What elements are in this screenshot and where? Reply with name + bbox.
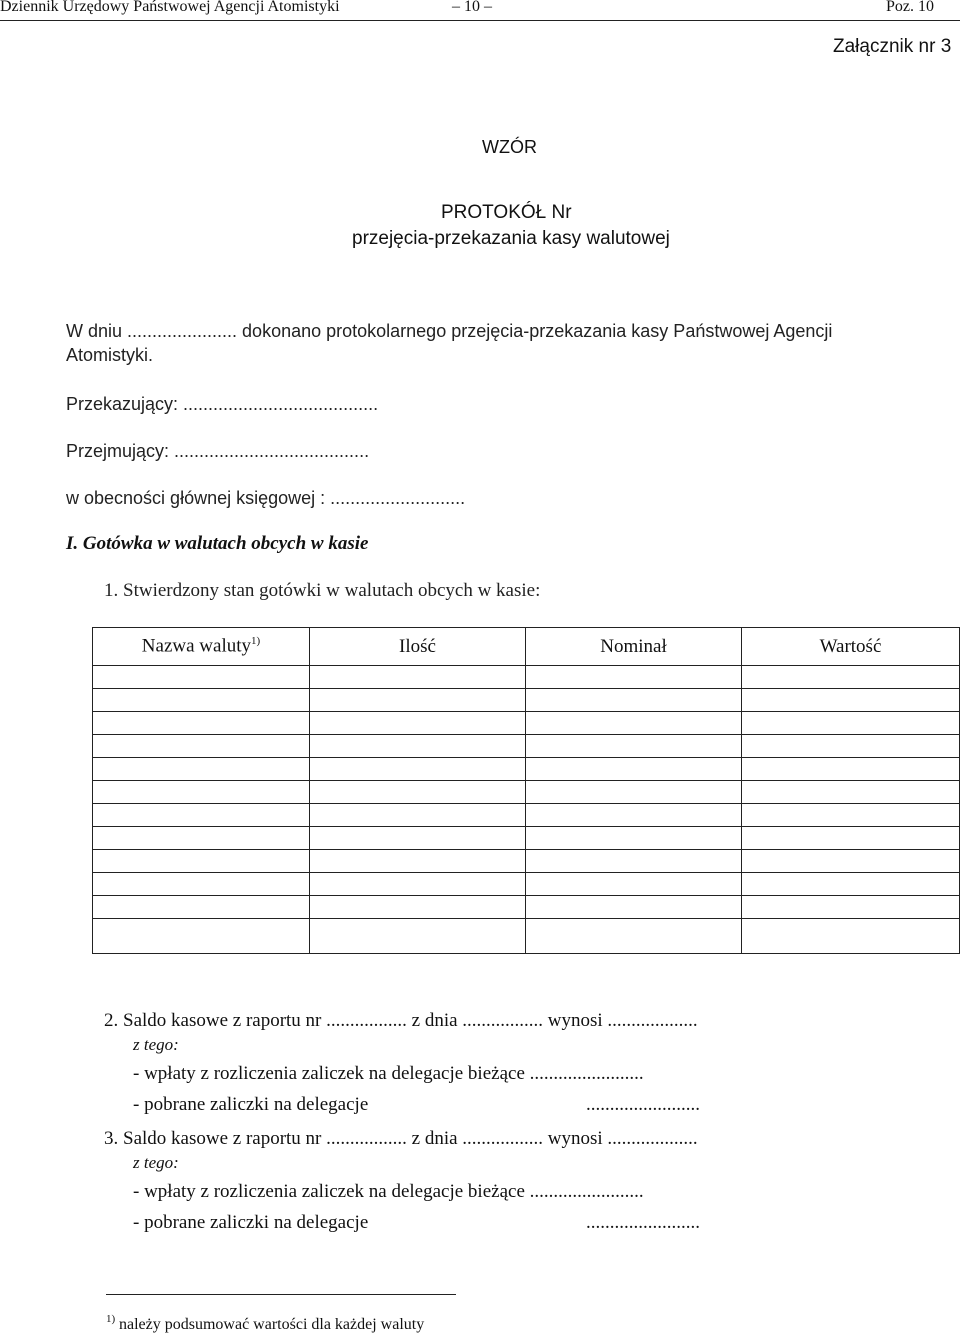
table-cell (310, 758, 526, 781)
footnote-marker: 1) (106, 1313, 116, 1325)
table-cell (742, 666, 960, 689)
table-cell (310, 735, 526, 758)
table-cell (742, 873, 960, 896)
table-cell (526, 758, 742, 781)
template-label: WZÓR (482, 137, 537, 157)
table-row (93, 689, 960, 712)
table-cell (93, 689, 310, 712)
table-row (93, 919, 960, 954)
position-number: Poz. 10 (886, 0, 934, 15)
handing-over-field: Przekazujący: ....................................... (66, 394, 379, 414)
table-cell (93, 712, 310, 735)
intro-line-2: Atomistyki. (66, 345, 154, 365)
table-cell (742, 735, 960, 758)
table-cell (93, 735, 310, 758)
table-cell (742, 827, 960, 850)
table-cell (526, 873, 742, 896)
table-cell (742, 919, 960, 954)
table-cell (310, 896, 526, 919)
page-number: – 10 – (452, 0, 492, 15)
footnote-ref: 1) (251, 635, 261, 648)
table-cell (93, 781, 310, 804)
table-cell (742, 781, 960, 804)
item-2-advances-dots: ........................ (586, 1094, 700, 1115)
header-divider (0, 20, 960, 21)
annex-label: Załącznik nr 3 (833, 36, 952, 57)
table-cell (310, 873, 526, 896)
table-cell (742, 712, 960, 735)
table-cell (93, 804, 310, 827)
table-cell (310, 666, 526, 689)
item-3-of-which: z tego: (133, 1153, 179, 1172)
table-row (93, 804, 960, 827)
table-cell (310, 804, 526, 827)
foreign-cash-table (92, 627, 960, 954)
table-row (93, 873, 960, 896)
table-cell (93, 827, 310, 850)
table-cell (526, 712, 742, 735)
item-2-balance: 2. Saldo kasowe z raportu nr ................. z dnia ................. wynosi ................... (104, 1010, 698, 1031)
table-row (93, 735, 960, 758)
table-cell (526, 735, 742, 758)
table-cell (742, 804, 960, 827)
table-row (93, 712, 960, 735)
table-cell (310, 712, 526, 735)
table-cell (742, 758, 960, 781)
table-cell (526, 896, 742, 919)
table-row (93, 666, 960, 689)
table-row (93, 827, 960, 850)
protocol-title: PROTOKÓŁ Nr (441, 202, 572, 223)
table-row (93, 850, 960, 873)
item-2-of-which: z tego: (133, 1035, 179, 1054)
accountant-field: w obecności głównej księgowej : ........................... (66, 488, 466, 508)
item-3-payments: - wpłaty z rozliczenia zaliczek na delegacje bieżące ........................ (133, 1181, 644, 1202)
table-cell (526, 850, 742, 873)
table-cell (526, 781, 742, 804)
table-cell (742, 689, 960, 712)
item-3-balance: 3. Saldo kasowe z raportu nr ................. z dnia ................. wynosi ................... (104, 1128, 698, 1149)
table-cell (742, 896, 960, 919)
item-2-payments: - wpłaty z rozliczenia zaliczek na delegacje bieżące ........................ (133, 1063, 644, 1084)
table-header-row (93, 628, 960, 666)
table-cell (526, 919, 742, 954)
table-cell (93, 873, 310, 896)
column-header-denomination: Nominał (526, 628, 742, 666)
table-cell (310, 689, 526, 712)
section-1-item-1: 1. Stwierdzony stan gotówki w walutach obcych w kasie: (104, 580, 541, 601)
taking-over-field: Przejmujący: ....................................... (66, 441, 370, 461)
column-header-quantity: Ilość (310, 628, 526, 666)
column-header-currency (93, 628, 310, 666)
footnote-text: należy podsumować wartości dla każdej waluty (119, 1316, 425, 1333)
item-2-advances-label: - pobrane zaliczki na delegacje (133, 1094, 369, 1115)
footnote-divider (106, 1294, 456, 1295)
table-row (93, 896, 960, 919)
table-row (93, 781, 960, 804)
table-cell (93, 850, 310, 873)
table-cell (526, 804, 742, 827)
column-header-label: Nazwa waluty (141, 635, 252, 657)
table-cell (310, 827, 526, 850)
table-cell (93, 919, 310, 954)
table-cell (310, 850, 526, 873)
table-cell (93, 758, 310, 781)
table-cell (526, 827, 742, 850)
section-1-title: I. Gotówka w walutach obcych w kasie (66, 533, 369, 554)
item-3-advances-label: - pobrane zaliczki na delegacje (133, 1212, 369, 1233)
item-3-advances-dots: ........................ (586, 1212, 700, 1233)
column-header-value: Wartość (742, 628, 960, 666)
intro-line-1: W dniu ...................... dokonano protokolarnego przejęcia-przekazania kasy Państwowej Agencji (66, 321, 833, 341)
journal-title: Dziennik Urzędowy Państwowej Agencji Atomistyki (0, 0, 340, 15)
table-cell (526, 666, 742, 689)
table-row (93, 758, 960, 781)
table-cell (310, 919, 526, 954)
table-cell (93, 666, 310, 689)
table-cell (526, 689, 742, 712)
table-cell (742, 850, 960, 873)
protocol-subtitle: przejęcia-przekazania kasy walutowej (352, 228, 670, 249)
table-cell (93, 896, 310, 919)
table-cell (310, 781, 526, 804)
